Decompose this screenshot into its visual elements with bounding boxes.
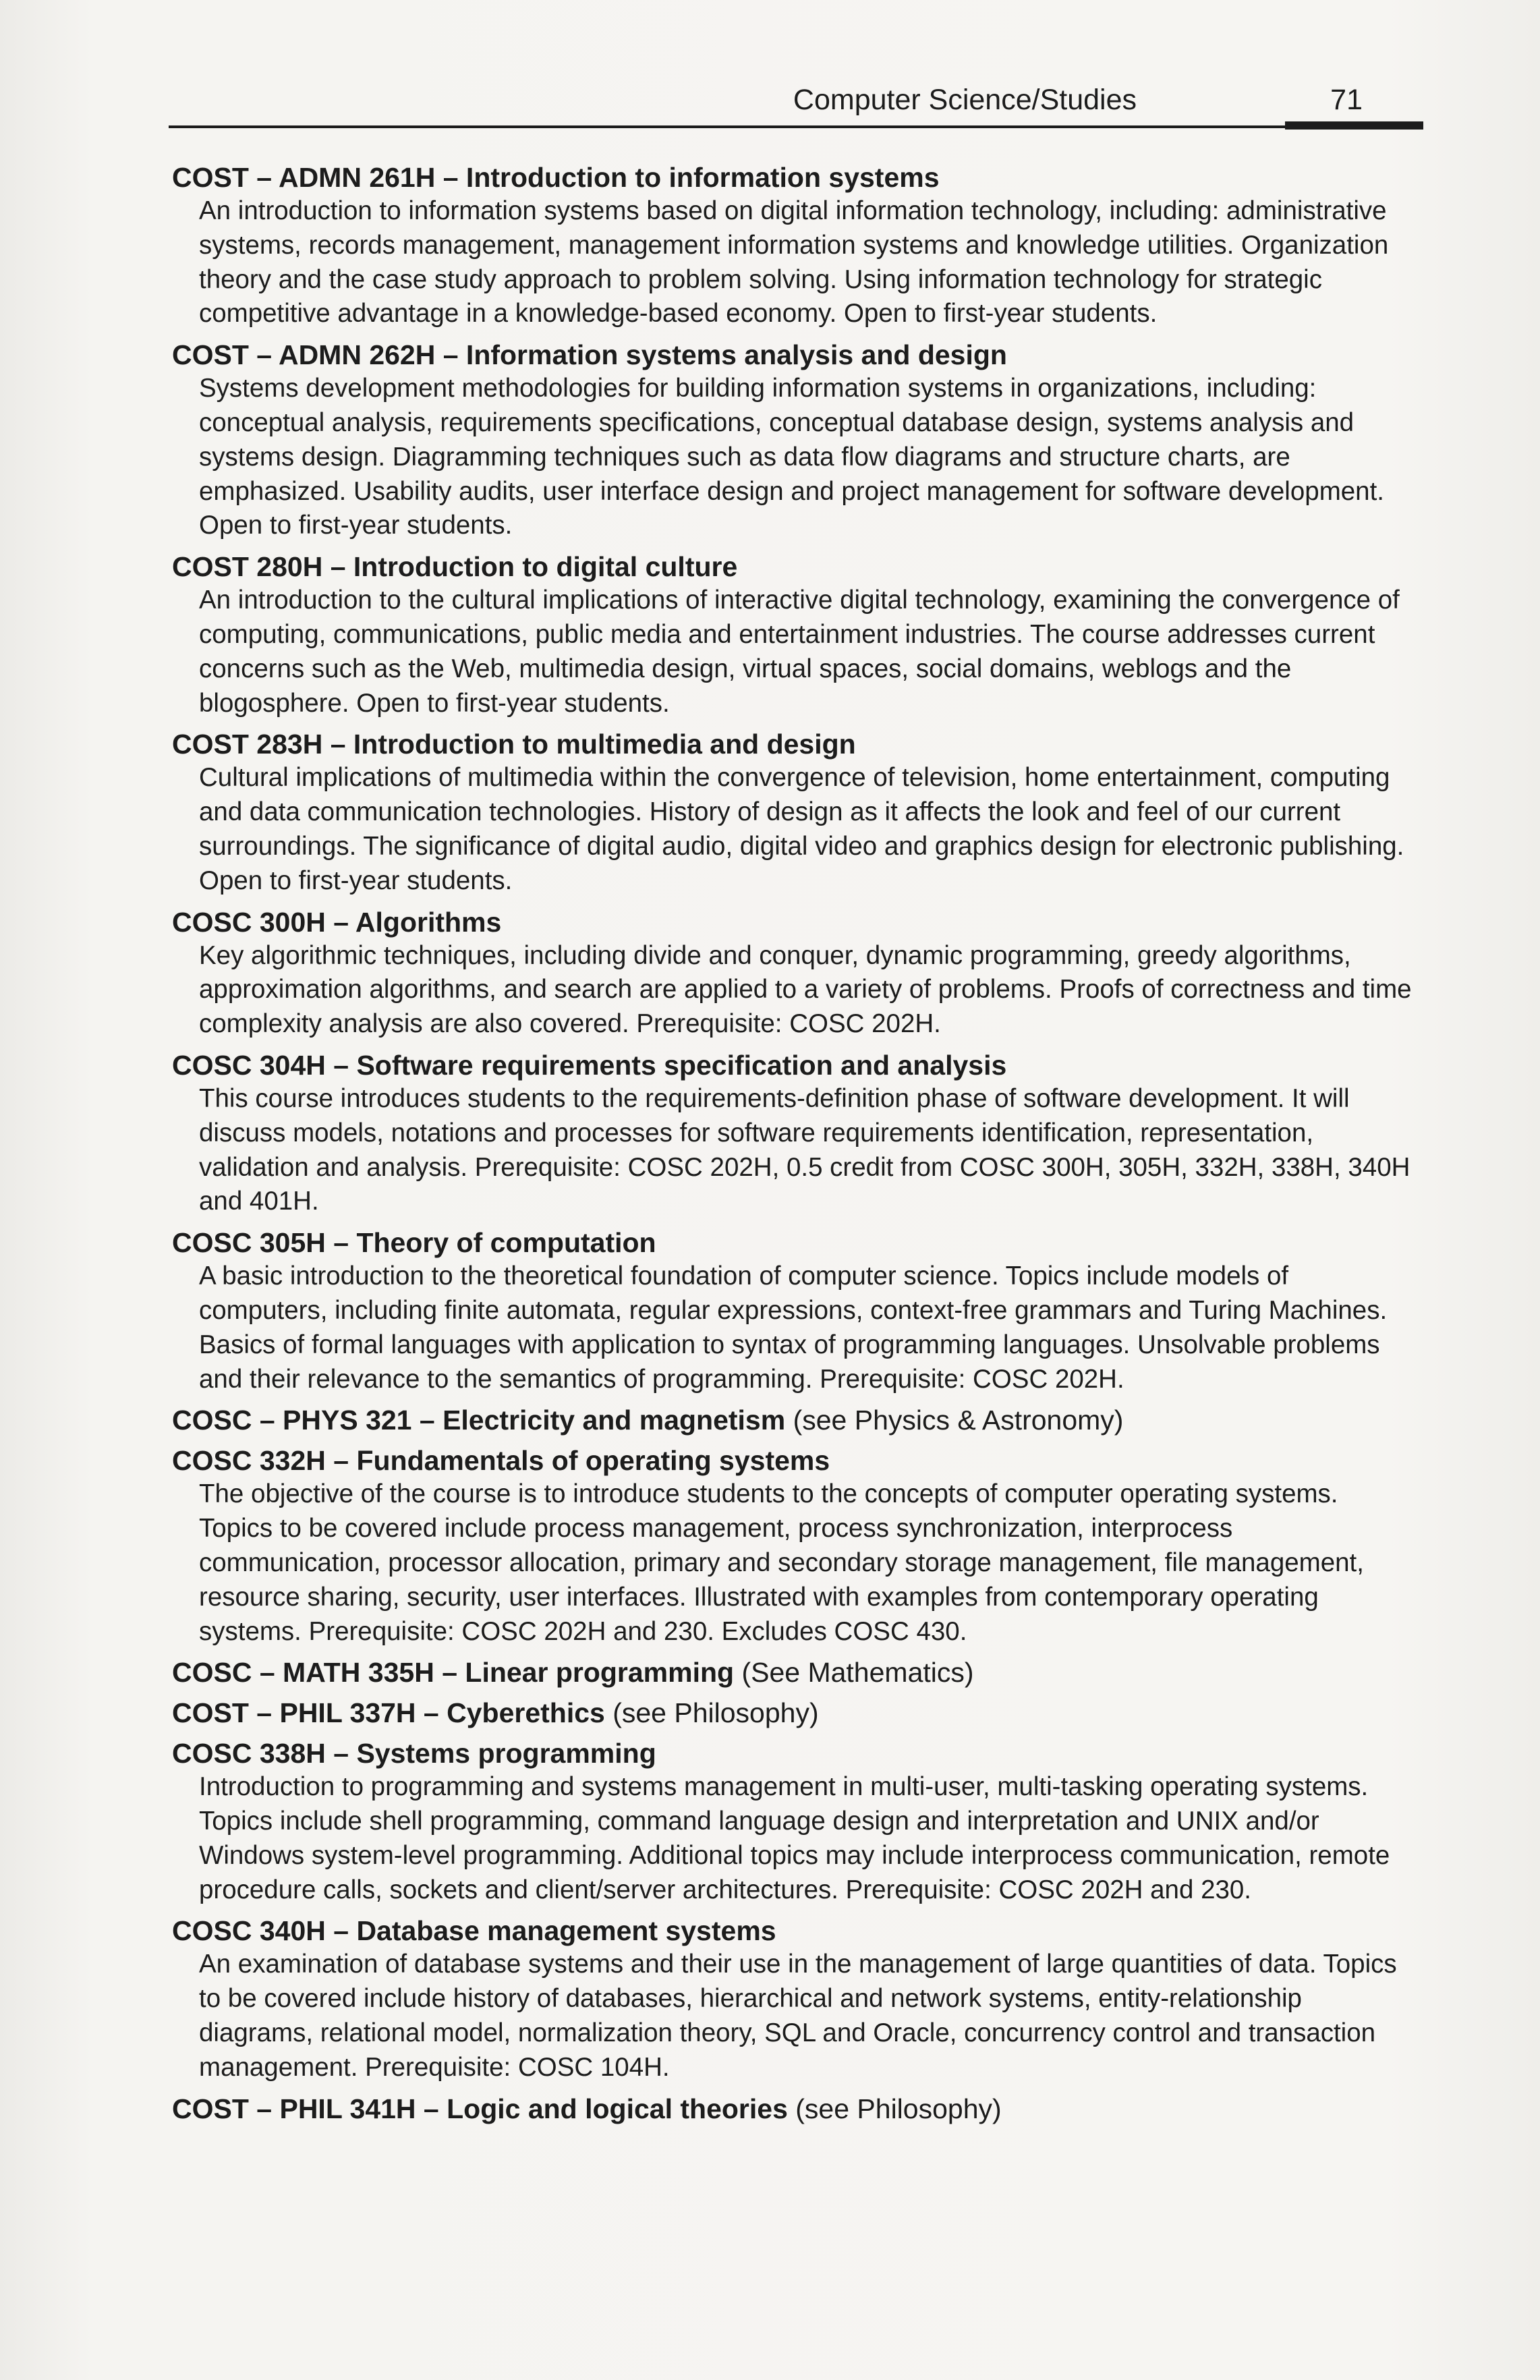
course-title: COSC 332H – Fundamentals of operating systems <box>172 1445 830 1477</box>
header-rule-bar <box>1285 121 1423 130</box>
course-entry <box>172 550 1413 720</box>
course-entry <box>172 1403 1413 1437</box>
header-rule <box>169 125 1423 128</box>
course-entry <box>172 338 1413 543</box>
course-description: Systems development methodologies for building information systems in organizations, including: conceptual analysis, requirements specifications, conceptual database design, systems analysis and systems design. Diagramming techniques such as data flow diagrams and structure charts, are emphasized. Usability audits, user interface design and project management for software development. Open to first-year students. <box>199 374 1384 540</box>
course-title: COST 280H – Introduction to digital culture <box>172 551 738 583</box>
page-header <box>169 76 1430 128</box>
course-description: Introduction to programming and systems management in multi-user, multi-tasking operating systems. Topics include shell programming, command language design and interpretation and UNIX and/or Windows system-level programming. Additional topics may include interprocess communication, remote procedure calls, sockets and client/server architectures. Prerequisite: COSC 202H and 230. <box>199 1772 1390 1904</box>
running-head-title: Computer Science/Studies <box>793 84 1137 116</box>
course-title: COST – PHIL 341H – Logic and logical theories (see Philosophy) <box>172 2093 1002 2124</box>
course-title: COSC 338H – Systems programming <box>172 1738 656 1769</box>
course-title: COSC 304H – Software requirements specification and analysis <box>172 1049 1007 1081</box>
course-description: An introduction to the cultural implications of interactive digital technology, examining the convergence of computing, communications, public media and entertainment industries. The course addresses current concerns such as the Web, multimedia design, virtual spaces, social domains, weblogs and the blogosphere. Open to first-year students. <box>199 586 1400 718</box>
course-list <box>172 161 1413 2132</box>
course-entry <box>172 1696 1413 1730</box>
course-entry <box>172 1048 1413 1219</box>
course-description: Key algorithmic techniques, including divide and conquer, dynamic programming, greedy algorithms, approximation algorithms, and search are applied to a variety of problems. Proofs of correctness and time complexity analysis are also covered. Prerequisite: COSC 202H. <box>199 940 1412 1039</box>
course-title: COSC – MATH 335H – Linear programming (See Mathematics) <box>172 1657 974 1689</box>
course-entry <box>172 905 1413 1042</box>
course-title: COST 283H – Introduction to multimedia and design <box>172 729 856 760</box>
course-entry <box>172 1655 1413 1689</box>
course-title: COST – PHIL 337H – Cyberethics (see Philosophy) <box>172 1697 819 1729</box>
course-description: The objective of the course is to introduce students to the concepts of computer operating systems. Topics to be covered include process management, process synchronization, interprocess communication, processor allocation, primary and secondary storage management, file management, resource sharing, security, user interfaces. Illustrated with examples from contemporary operating systems. Prerequisite: COSC 202H and 230. Excludes COSC 430. <box>199 1479 1364 1646</box>
course-description: An introduction to information systems based on digital information technology, including: administrative systems, records management, management information systems and knowledge utilities. Organization theory and the case study approach to problem solving. Using information technology for strategic competitive advantage in a knowledge-based economy. Open to first-year students. <box>199 196 1389 329</box>
course-title: COSC 300H – Algorithms <box>172 906 502 938</box>
course-description: An examination of database systems and their use in the management of large quantities of data. Topics to be covered include history of databases, hierarchical and network systems, entity-relationship diagrams, relational model, normalization theory, SQL and Oracle, concurrency control and transaction management. Prerequisite: COSC 104H. <box>199 1950 1397 2082</box>
course-description: A basic introduction to the theoretical foundation of computer science. Topics include models of computers, including finite automata, regular expressions, context-free grammars and Turing Machines. Basics of formal languages with application to syntax of programming languages. Unsolvable problems and their relevance to the semantics of programming. Prerequisite: COSC 202H. <box>199 1262 1388 1394</box>
course-entry <box>172 1226 1413 1396</box>
course-entry <box>172 1914 1413 2085</box>
course-entry <box>172 1444 1413 1649</box>
course-entry <box>172 1736 1413 1907</box>
course-entry <box>172 727 1413 898</box>
course-description: Cultural implications of multimedia within the convergence of television, home entertainment, computing and data communication technologies. History of design as it affects the look and feel of our current surroundings. The significance of digital audio, digital video and graphics design for electronic publishing. Open to first-year students. <box>199 763 1404 895</box>
course-entry <box>172 161 1413 331</box>
course-title: COST – ADMN 262H – Information systems analysis and design <box>172 339 1007 371</box>
course-title: COSC 305H – Theory of computation <box>172 1227 656 1259</box>
page-number: 71 <box>1330 84 1363 116</box>
course-title: COST – ADMN 261H – Introduction to information systems <box>172 162 940 193</box>
course-entry <box>172 2092 1413 2126</box>
course-title: COSC 340H – Database management systems <box>172 1915 776 1947</box>
course-title: COSC – PHYS 321 – Electricity and magnetism (see Physics & Astronomy) <box>172 1405 1124 1436</box>
course-description: This course introduces students to the requirements-definition phase of software development. It will discuss models, notations and processes for software requirements identification, representation, validation and analysis. Prerequisite: COSC 202H, 0.5 credit from COSC 300H, 305H, 332H, 338H, 340H and 401H. <box>199 1083 1410 1216</box>
